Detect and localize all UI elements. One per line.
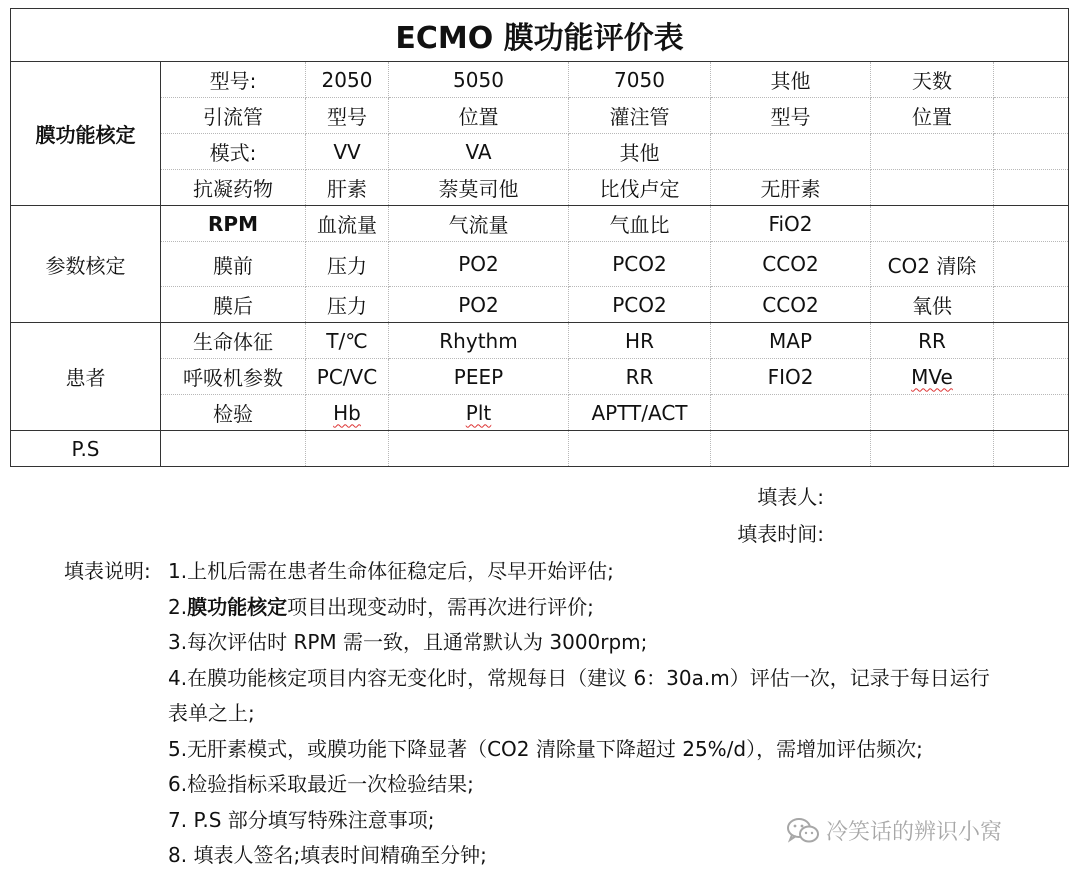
instruction-item-2-suffix: 项目出现变动时，需再次进行评价; (287, 594, 594, 619)
cell-ps-input[interactable] (389, 431, 569, 467)
cell-input[interactable] (711, 395, 871, 431)
cell-ps-input[interactable] (711, 431, 871, 467)
instruction-item-1: 1.上机后需在患者生命体征稳定后，尽早开始评估; (168, 559, 614, 583)
instruction-item-2-prefix: 2. (168, 594, 188, 619)
cell-label-pre-membrane: 膜前 (161, 242, 306, 287)
cell-input[interactable] (994, 206, 1069, 242)
cell-input[interactable] (994, 98, 1069, 134)
cell-model-5050: 5050 (389, 62, 569, 98)
cell-temperature: T/℃ (306, 323, 389, 359)
cell-hr: HR (569, 323, 711, 359)
cell-hb-text: Hb (333, 400, 361, 425)
watermark-text: 冷笑话的辨识小窝 (826, 820, 1003, 845)
instructions-header: 填表说明: (64, 559, 151, 583)
instruction-item-5: 5.无肝素模式，或膜功能下降显著（CO2 清除量下降超过 25%/d），需增加评估频次; (168, 736, 923, 761)
cell-pre-cco2: CCO2 (711, 242, 871, 287)
instruction-item-4-line1: 4.在膜功能核定项目内容无变化时，常规每日（建议 6：30a.m）评估一次，记录于每日运行 (168, 665, 990, 690)
cell-model-2050: 2050 (306, 62, 389, 98)
instruction-item-8: 8. 填表人签名;填表时间精确至分钟; (168, 843, 487, 867)
cell-fio2: FiO2 (711, 206, 871, 242)
cell-nafamostat: 萘莫司他 (389, 170, 569, 206)
instruction-item-3: 3.每次评估时 RPM 需一致，且通常默认为 3000rpm; (168, 630, 648, 654)
cell-label-model: 型号: (161, 62, 306, 98)
instruction-item-4-line2: 表单之上; (168, 701, 255, 725)
cell-gas-blood-ratio: 气血比 (569, 206, 711, 242)
cell-label-drainage: 引流管 (161, 98, 306, 134)
cell-drainage-position: 位置 (389, 98, 569, 134)
cell-label-perfusion: 灌注管 (569, 98, 711, 134)
cell-rr: RR (871, 323, 994, 359)
cell-post-cco2: CCO2 (711, 287, 871, 323)
cell-gas-flow: 气流量 (389, 206, 569, 242)
instruction-item-7: 7. P.S 部分填写特殊注意事项; (168, 807, 435, 832)
cell-vent-fio2: FIO2 (711, 359, 871, 395)
cell-input[interactable] (871, 134, 994, 170)
section-label-parameter-check: 参数核定 (11, 206, 161, 323)
cell-post-pressure: 压力 (306, 287, 389, 323)
cell-blood-flow: 血流量 (306, 206, 389, 242)
cell-peep: PEEP (389, 359, 569, 395)
cell-label-mode: 模式: (161, 134, 306, 170)
cell-post-pco2: PCO2 (569, 287, 711, 323)
cell-mode-other: 其他 (569, 134, 711, 170)
cell-pre-pco2: PCO2 (569, 242, 711, 287)
cell-mve-text: MVe (911, 364, 953, 389)
cell-ps-input[interactable] (161, 431, 306, 467)
cell-days: 天数 (871, 62, 994, 98)
cell-label-anticoag: 抗凝药物 (161, 170, 306, 206)
cell-rhythm: Rhythm (389, 323, 569, 359)
cell-ps-input[interactable] (306, 431, 389, 467)
cell-ps-input[interactable] (569, 431, 711, 467)
instruction-item-2 (168, 590, 1008, 626)
cell-model-other: 其他 (711, 62, 871, 98)
cell-input[interactable] (994, 170, 1069, 206)
cell-model-7050: 7050 (569, 62, 711, 98)
instruction-item-6: 6.检验指标采取最近一次检验结果; (168, 772, 474, 796)
section-label-ps: P.S (11, 431, 161, 467)
cell-label-ventilator: 呼吸机参数 (161, 359, 306, 395)
cell-heparin-free: 无肝素 (711, 170, 871, 206)
cell-pc-vc: PC/VC (306, 359, 389, 395)
wechat-icon (786, 817, 820, 845)
ecmo-evaluation-table (10, 8, 1069, 467)
cell-bivalirudin: 比伐卢定 (569, 170, 711, 206)
cell-input[interactable] (994, 323, 1069, 359)
cell-mode-va: VA (389, 134, 569, 170)
cell-label-rpm: RPM (161, 206, 306, 242)
cell-input[interactable] (994, 62, 1069, 98)
cell-drainage-model: 型号 (306, 98, 389, 134)
instruction-item-2-bold: 膜功能核定 (187, 594, 288, 619)
cell-aptt-act: APTT/ACT (569, 395, 711, 431)
cell-plt-text: Plt (465, 400, 492, 425)
page-title: ECMO 膜功能评价表 (11, 9, 1069, 62)
cell-label-labs: 检验 (161, 395, 306, 431)
cell-input[interactable] (994, 134, 1069, 170)
cell-input[interactable] (871, 395, 994, 431)
cell-input[interactable] (994, 287, 1069, 323)
cell-post-po2: PO2 (389, 287, 569, 323)
section-label-membrane-check: 膜功能核定 (11, 62, 161, 206)
cell-oxygen-delivery: 氧供 (871, 287, 994, 323)
cell-label-post-membrane: 膜后 (161, 287, 306, 323)
cell-input[interactable] (711, 134, 871, 170)
cell-ps-input[interactable] (871, 431, 994, 467)
cell-mve (871, 359, 994, 395)
cell-input[interactable] (994, 242, 1069, 287)
watermark (786, 815, 1002, 846)
filler-label: 填表人: (757, 485, 824, 509)
cell-input[interactable] (994, 359, 1069, 395)
cell-plt (389, 395, 569, 431)
cell-hb (306, 395, 389, 431)
cell-input[interactable] (994, 395, 1069, 431)
cell-ps-input[interactable] (994, 431, 1069, 467)
cell-input[interactable] (871, 206, 994, 242)
cell-heparin: 肝素 (306, 170, 389, 206)
cell-perfusion-model: 型号 (711, 98, 871, 134)
cell-perfusion-position: 位置 (871, 98, 994, 134)
cell-map: MAP (711, 323, 871, 359)
cell-vent-rr: RR (569, 359, 711, 395)
cell-co2-clearance: CO2 清除 (871, 242, 994, 287)
section-label-patient: 患者 (11, 323, 161, 431)
fill-time-label: 填表时间: (737, 522, 824, 546)
cell-input[interactable] (871, 170, 994, 206)
cell-label-vitals: 生命体征 (161, 323, 306, 359)
cell-pre-po2: PO2 (389, 242, 569, 287)
cell-pre-pressure: 压力 (306, 242, 389, 287)
cell-mode-vv: VV (306, 134, 389, 170)
